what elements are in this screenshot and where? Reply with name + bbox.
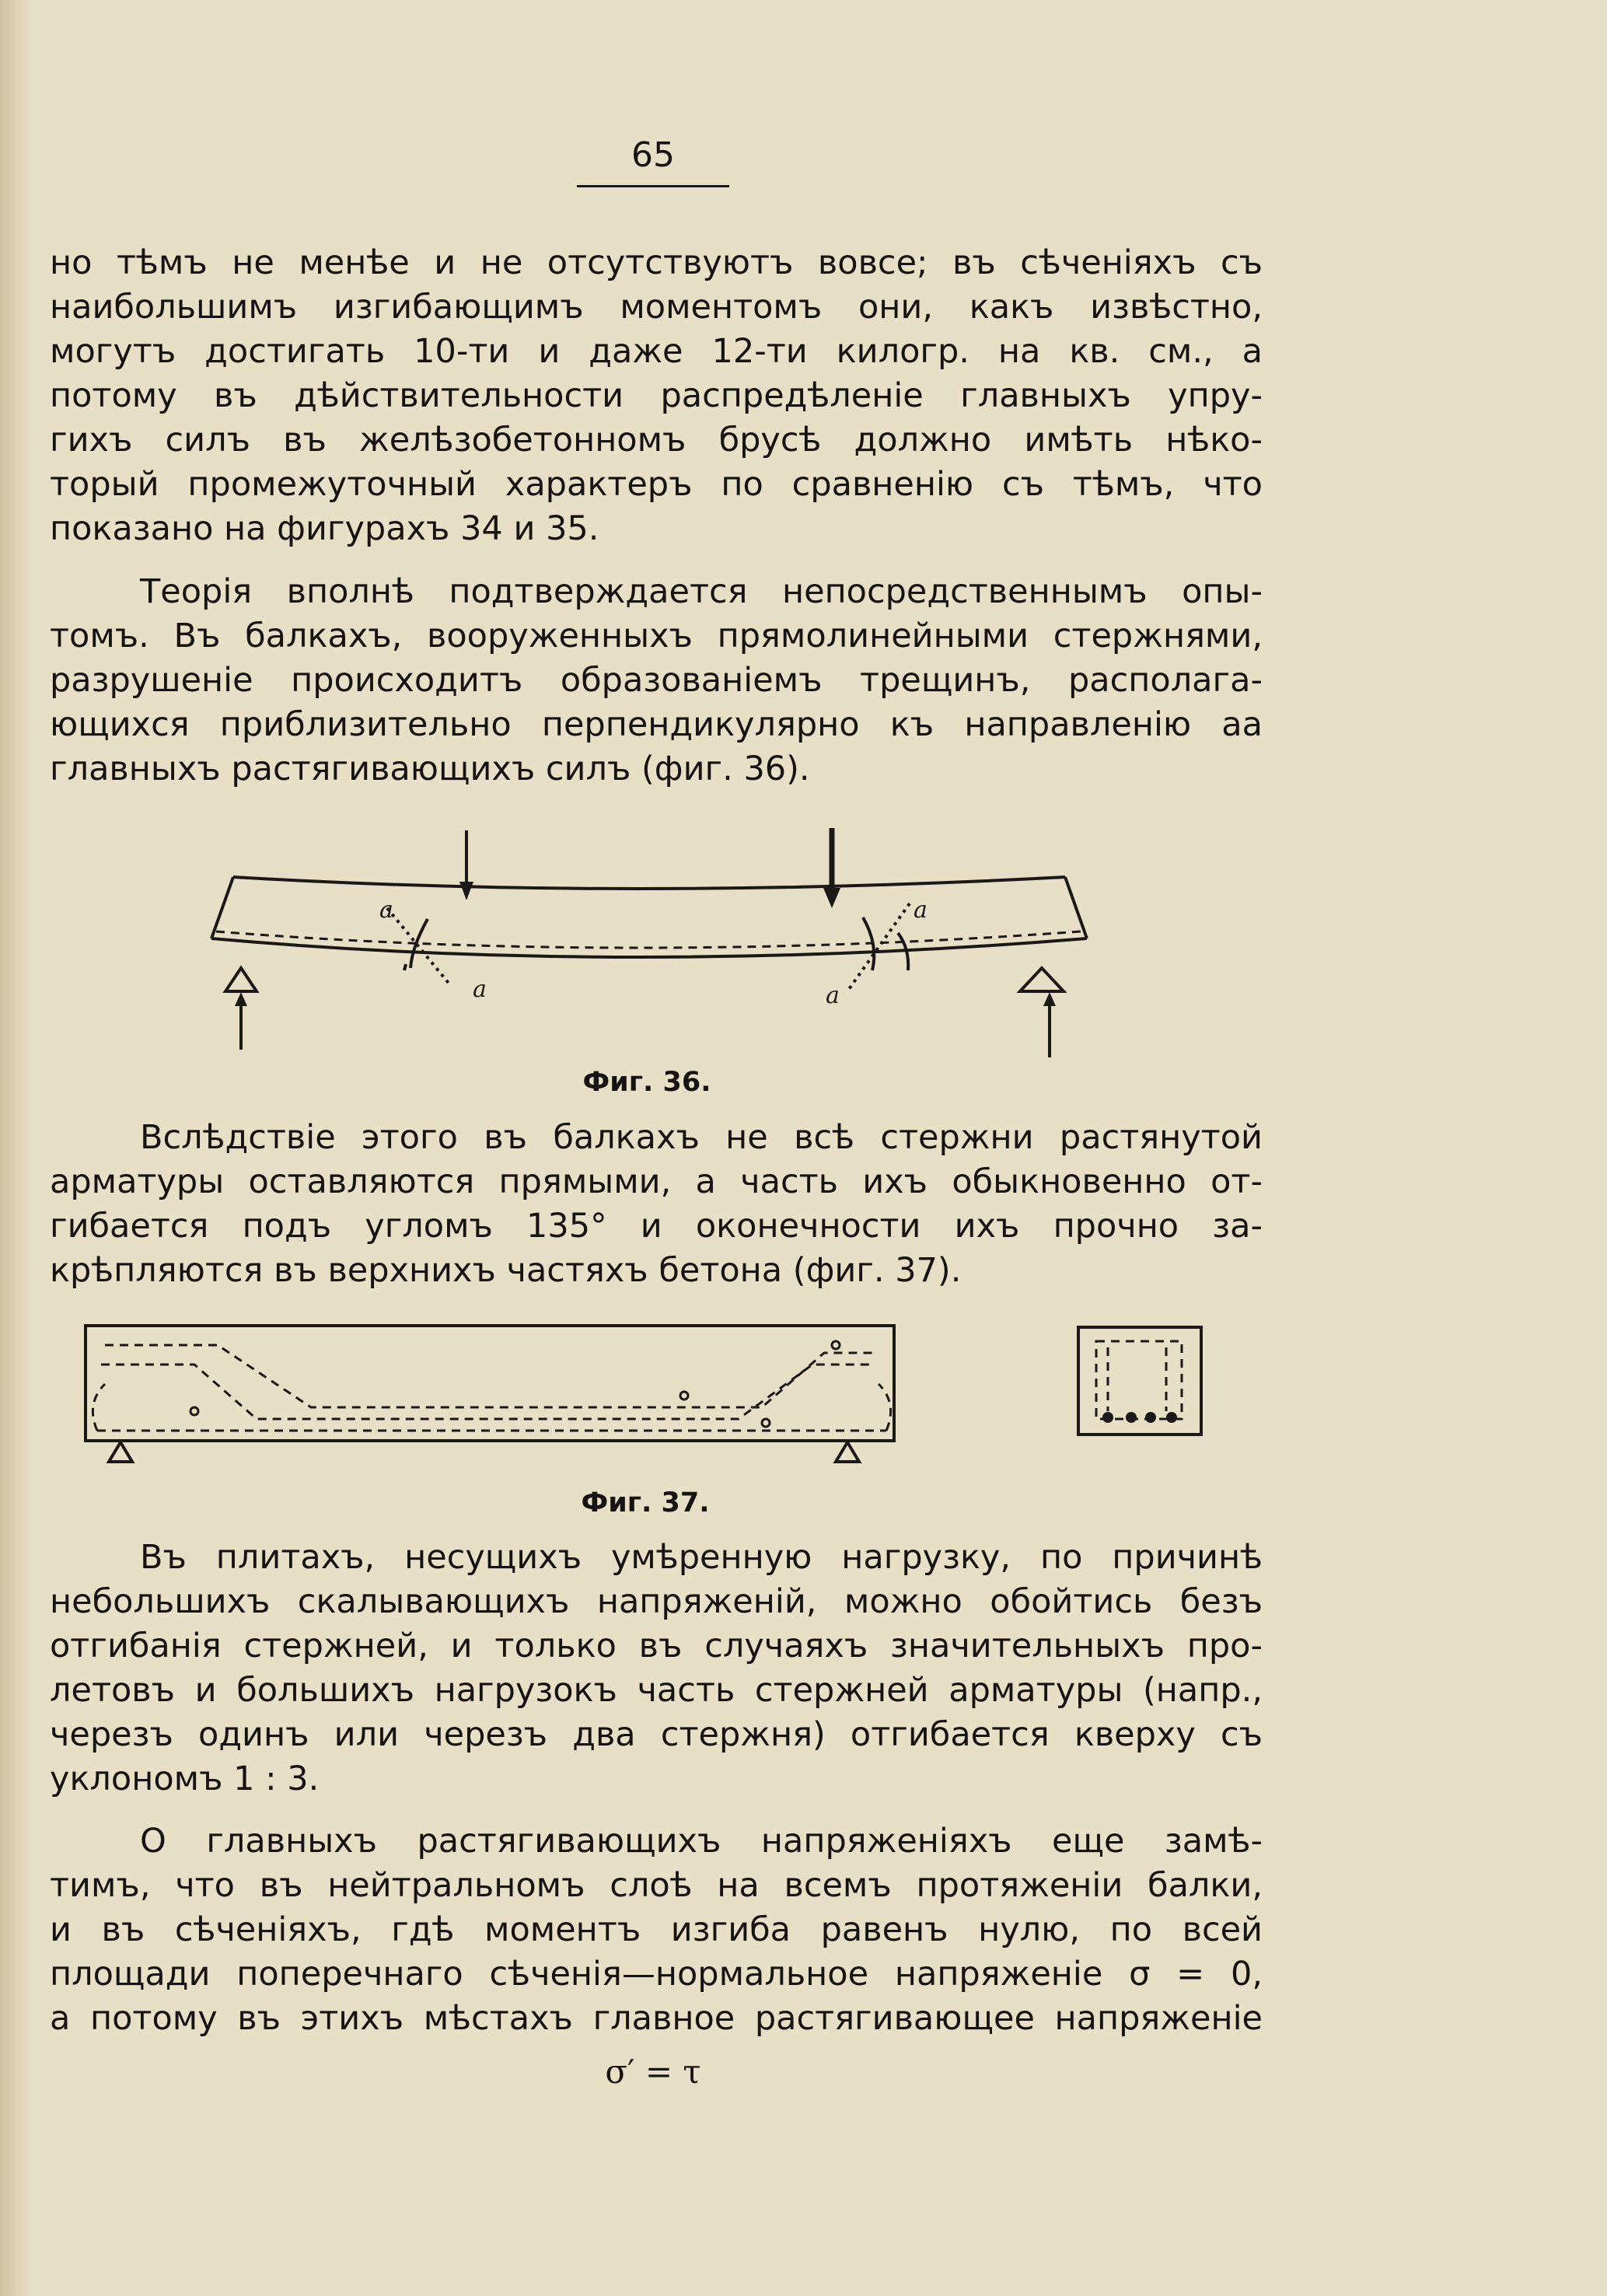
section-bar xyxy=(1102,1412,1113,1423)
beam-outline xyxy=(86,1326,894,1441)
text-line: отгибанія стержней, и только въ случаяхъ значительныхъ про- xyxy=(50,1627,1263,1665)
section-bar xyxy=(1145,1412,1156,1423)
paragraph-4 xyxy=(50,1536,1263,1802)
text-line: Вслѣдствіе этого въ балкахъ не всѣ стержни растянутой xyxy=(140,1118,1263,1157)
figure-37-caption: Фиг. 37. xyxy=(581,1487,710,1518)
support-left xyxy=(109,1442,132,1462)
hook-mark xyxy=(680,1392,688,1400)
bent-bar-2 xyxy=(101,1365,871,1419)
text-line: и въ сѣченіяхъ, гдѣ моментъ изгиба равенъ нулю, по всей xyxy=(50,1910,1263,1949)
text-line: небольшихъ скалывающихъ напряженій, можно обойтись безъ xyxy=(50,1582,1263,1621)
direction-line-right xyxy=(849,903,910,989)
figure-37-reinforced-beam xyxy=(78,1310,980,1466)
text-line: Теорія вполнѣ подтверждается непосредственнымъ опы- xyxy=(140,572,1263,611)
figure-36-beam xyxy=(194,816,1112,1096)
paragraph-3 xyxy=(50,1116,1263,1293)
text-line: летовъ и большихъ нагрузокъ часть стержней арматуры (напр., xyxy=(50,1671,1263,1710)
text-line: О главныхъ растягивающихъ напряженіяхъ еще замѣ- xyxy=(140,1822,1263,1861)
figure-37-cross-section xyxy=(1077,1326,1205,1438)
text-line: наибольшимъ изгибающимъ моментомъ они, какъ извѣстно, xyxy=(50,288,1263,327)
text-line: разрушеніе происходитъ образованіемъ трещинъ, располага- xyxy=(50,661,1263,700)
direction-line-left xyxy=(387,908,451,986)
text-line: уклономъ 1 : 3. xyxy=(50,1760,320,1798)
text-line: потому въ дѣйствительности распредѣленіе главныхъ упру- xyxy=(50,376,1263,415)
beam-right-end xyxy=(1065,877,1087,938)
support-left xyxy=(225,968,257,991)
section-bar xyxy=(1166,1412,1177,1423)
text-line: торый промежуточный характеръ по сравненію съ тѣмъ, что xyxy=(50,465,1263,504)
label-a: a xyxy=(914,896,928,924)
figure-36-caption: Фиг. 36. xyxy=(582,1067,711,1098)
paragraph-5 xyxy=(50,1819,1263,2041)
crack-left-2 xyxy=(404,964,406,970)
label-a: a xyxy=(473,976,487,1003)
header-rule xyxy=(577,185,729,187)
text-line: крѣпляются въ верхнихъ частяхъ бетона (фиг. 37). xyxy=(50,1251,962,1290)
section-bar xyxy=(1126,1412,1137,1423)
text-line: Въ плитахъ, несущихъ умѣренную нагрузку, по причинѣ xyxy=(140,1538,1263,1577)
beam-left-end xyxy=(211,877,233,938)
reaction-left-head xyxy=(235,992,247,1006)
text-line: площади поперечнаго сѣченія—нормальное напряженіе σ = 0, xyxy=(50,1955,1263,1994)
label-a: a xyxy=(379,896,393,924)
hook-mark xyxy=(832,1341,840,1349)
load-arrow-right-head xyxy=(823,888,840,908)
beam-top-edge xyxy=(233,877,1065,889)
reaction-right-head xyxy=(1043,992,1056,1006)
text-line: ющихся приблизительно перпендикулярно къ направленію aa xyxy=(50,705,1263,744)
text-line: тимъ, что въ нейтральномъ слоѣ на всемъ протяженіи балки, xyxy=(50,1866,1263,1905)
text-line: а потому въ этихъ мѣстахъ главное растягивающее напряженіе xyxy=(50,1999,1263,2038)
text-line: томъ. Въ балкахъ, вооруженныхъ прямолинейными стержнями, xyxy=(50,617,1263,655)
end-hook-left xyxy=(93,1384,105,1431)
label-a: a xyxy=(826,982,840,1009)
text-line: гихъ силъ въ желѣзобетонномъ брусѣ должно имѣть нѣко- xyxy=(50,421,1263,460)
text-line: но тѣмъ не менѣе и не отсутствуютъ вовсе; въ сѣченіяхъ съ xyxy=(50,243,1263,282)
paragraph-1 xyxy=(50,241,1263,551)
support-right xyxy=(836,1442,859,1462)
text-line: арматуры оставляются прямыми, а часть ихъ обыкновенно от- xyxy=(50,1162,1263,1201)
text-line: главныхъ растягивающихъ силъ (фиг. 36). xyxy=(50,750,810,788)
paragraph-2 xyxy=(50,570,1263,792)
text-line: гибается подъ угломъ 135° и оконечности ихъ прочно за- xyxy=(50,1207,1263,1246)
load-arrow-left-head xyxy=(459,882,473,900)
formula-principal-stress: σ′ = τ xyxy=(605,2053,701,2091)
bent-bar-1 xyxy=(105,1345,875,1407)
hook-mark xyxy=(190,1407,198,1415)
text-line: могутъ достигать 10-ти и даже 12-ти килогр. на кв. см., а xyxy=(50,332,1263,371)
end-hook-right xyxy=(879,1384,891,1431)
text-line: показано на фигурахъ 34 и 35. xyxy=(50,509,599,548)
page-number: 65 xyxy=(631,135,675,175)
reinforcement-bar xyxy=(216,931,1081,948)
support-right xyxy=(1020,968,1064,991)
hook-mark xyxy=(762,1419,770,1427)
page-edge-shadow xyxy=(0,0,31,2296)
text-line: черезъ одинъ или черезъ два стержня) отгибается кверху съ xyxy=(50,1715,1263,1754)
